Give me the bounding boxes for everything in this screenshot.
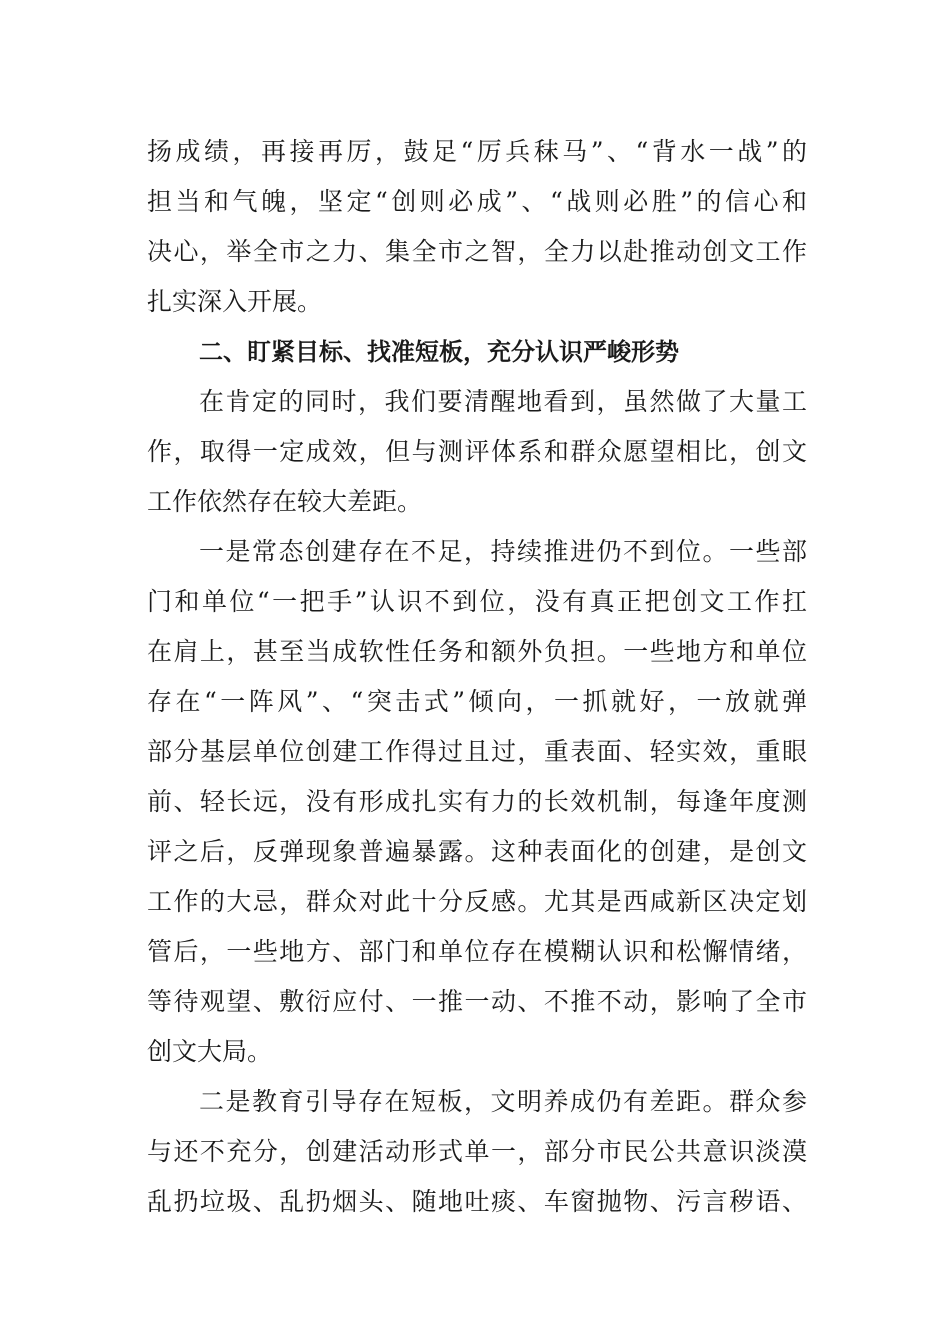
section-heading: 二、盯紧目标、找准短板，充分认识严峻形势 <box>199 338 679 366</box>
text-line: 担当和气魄，坚定“创则必成”、“战则必胜”的信心和 <box>147 187 807 216</box>
text-line: 评之后，反弹现象普遍暴露。这种表面化的创建，是创文 <box>147 837 807 866</box>
text-line: 门和单位“一把手”认识不到位，没有真正把创文工作扛 <box>147 587 807 616</box>
text-line: 扎实深入开展。 <box>147 287 323 316</box>
text-line: 前、轻长远，没有形成扎实有力的长效机制，每逢年度测 <box>147 787 807 816</box>
text-line: 与还不充分，创建活动形式单一，部分市民公共意识淡漠 <box>147 1137 807 1166</box>
text-line: 工作的大忌，群众对此十分反感。尤其是西咸新区决定划 <box>147 887 807 916</box>
text-line: 作，取得一定成效，但与测评体系和群众愿望相比，创文 <box>147 437 807 466</box>
paragraph-first-line: 在肯定的同时，我们要清醒地看到，虽然做了大量工 <box>199 387 807 416</box>
text-line: 管后，一些地方、部门和单位存在模糊认识和松懈情绪， <box>147 937 807 966</box>
text-line: 创文大局。 <box>147 1037 273 1066</box>
text-line: 部分基层单位创建工作得过且过，重表面、轻实效，重眼 <box>147 737 807 766</box>
text-line: 决心，举全市之力、集全市之智，全力以赴推动创文工作 <box>147 237 807 266</box>
text-line: 工作依然存在较大差距。 <box>147 487 423 516</box>
text-line: 等待观望、敷衍应付、一推一动、不推不动，影响了全市 <box>147 987 807 1016</box>
text-line: 乱扔垃圾、乱扔烟头、随地吐痰、车窗抛物、污言秽语、 <box>147 1187 807 1216</box>
paragraph-first-line: 一是常态创建存在不足，持续推进仍不到位。一些部 <box>199 537 807 566</box>
text-line: 在肩上，甚至当成软性任务和额外负担。一些地方和单位 <box>147 637 807 666</box>
text-line: 扬成绩，再接再厉，鼓足“厉兵秣马”、“背水一战”的 <box>147 137 807 166</box>
text-line: 存在“一阵风”、“突击式”倾向，一抓就好，一放就弹 <box>147 687 807 716</box>
paragraph-first-line: 二是教育引导存在短板，文明养成仍有差距。群众参 <box>199 1087 807 1116</box>
document-body <box>147 127 807 1227</box>
